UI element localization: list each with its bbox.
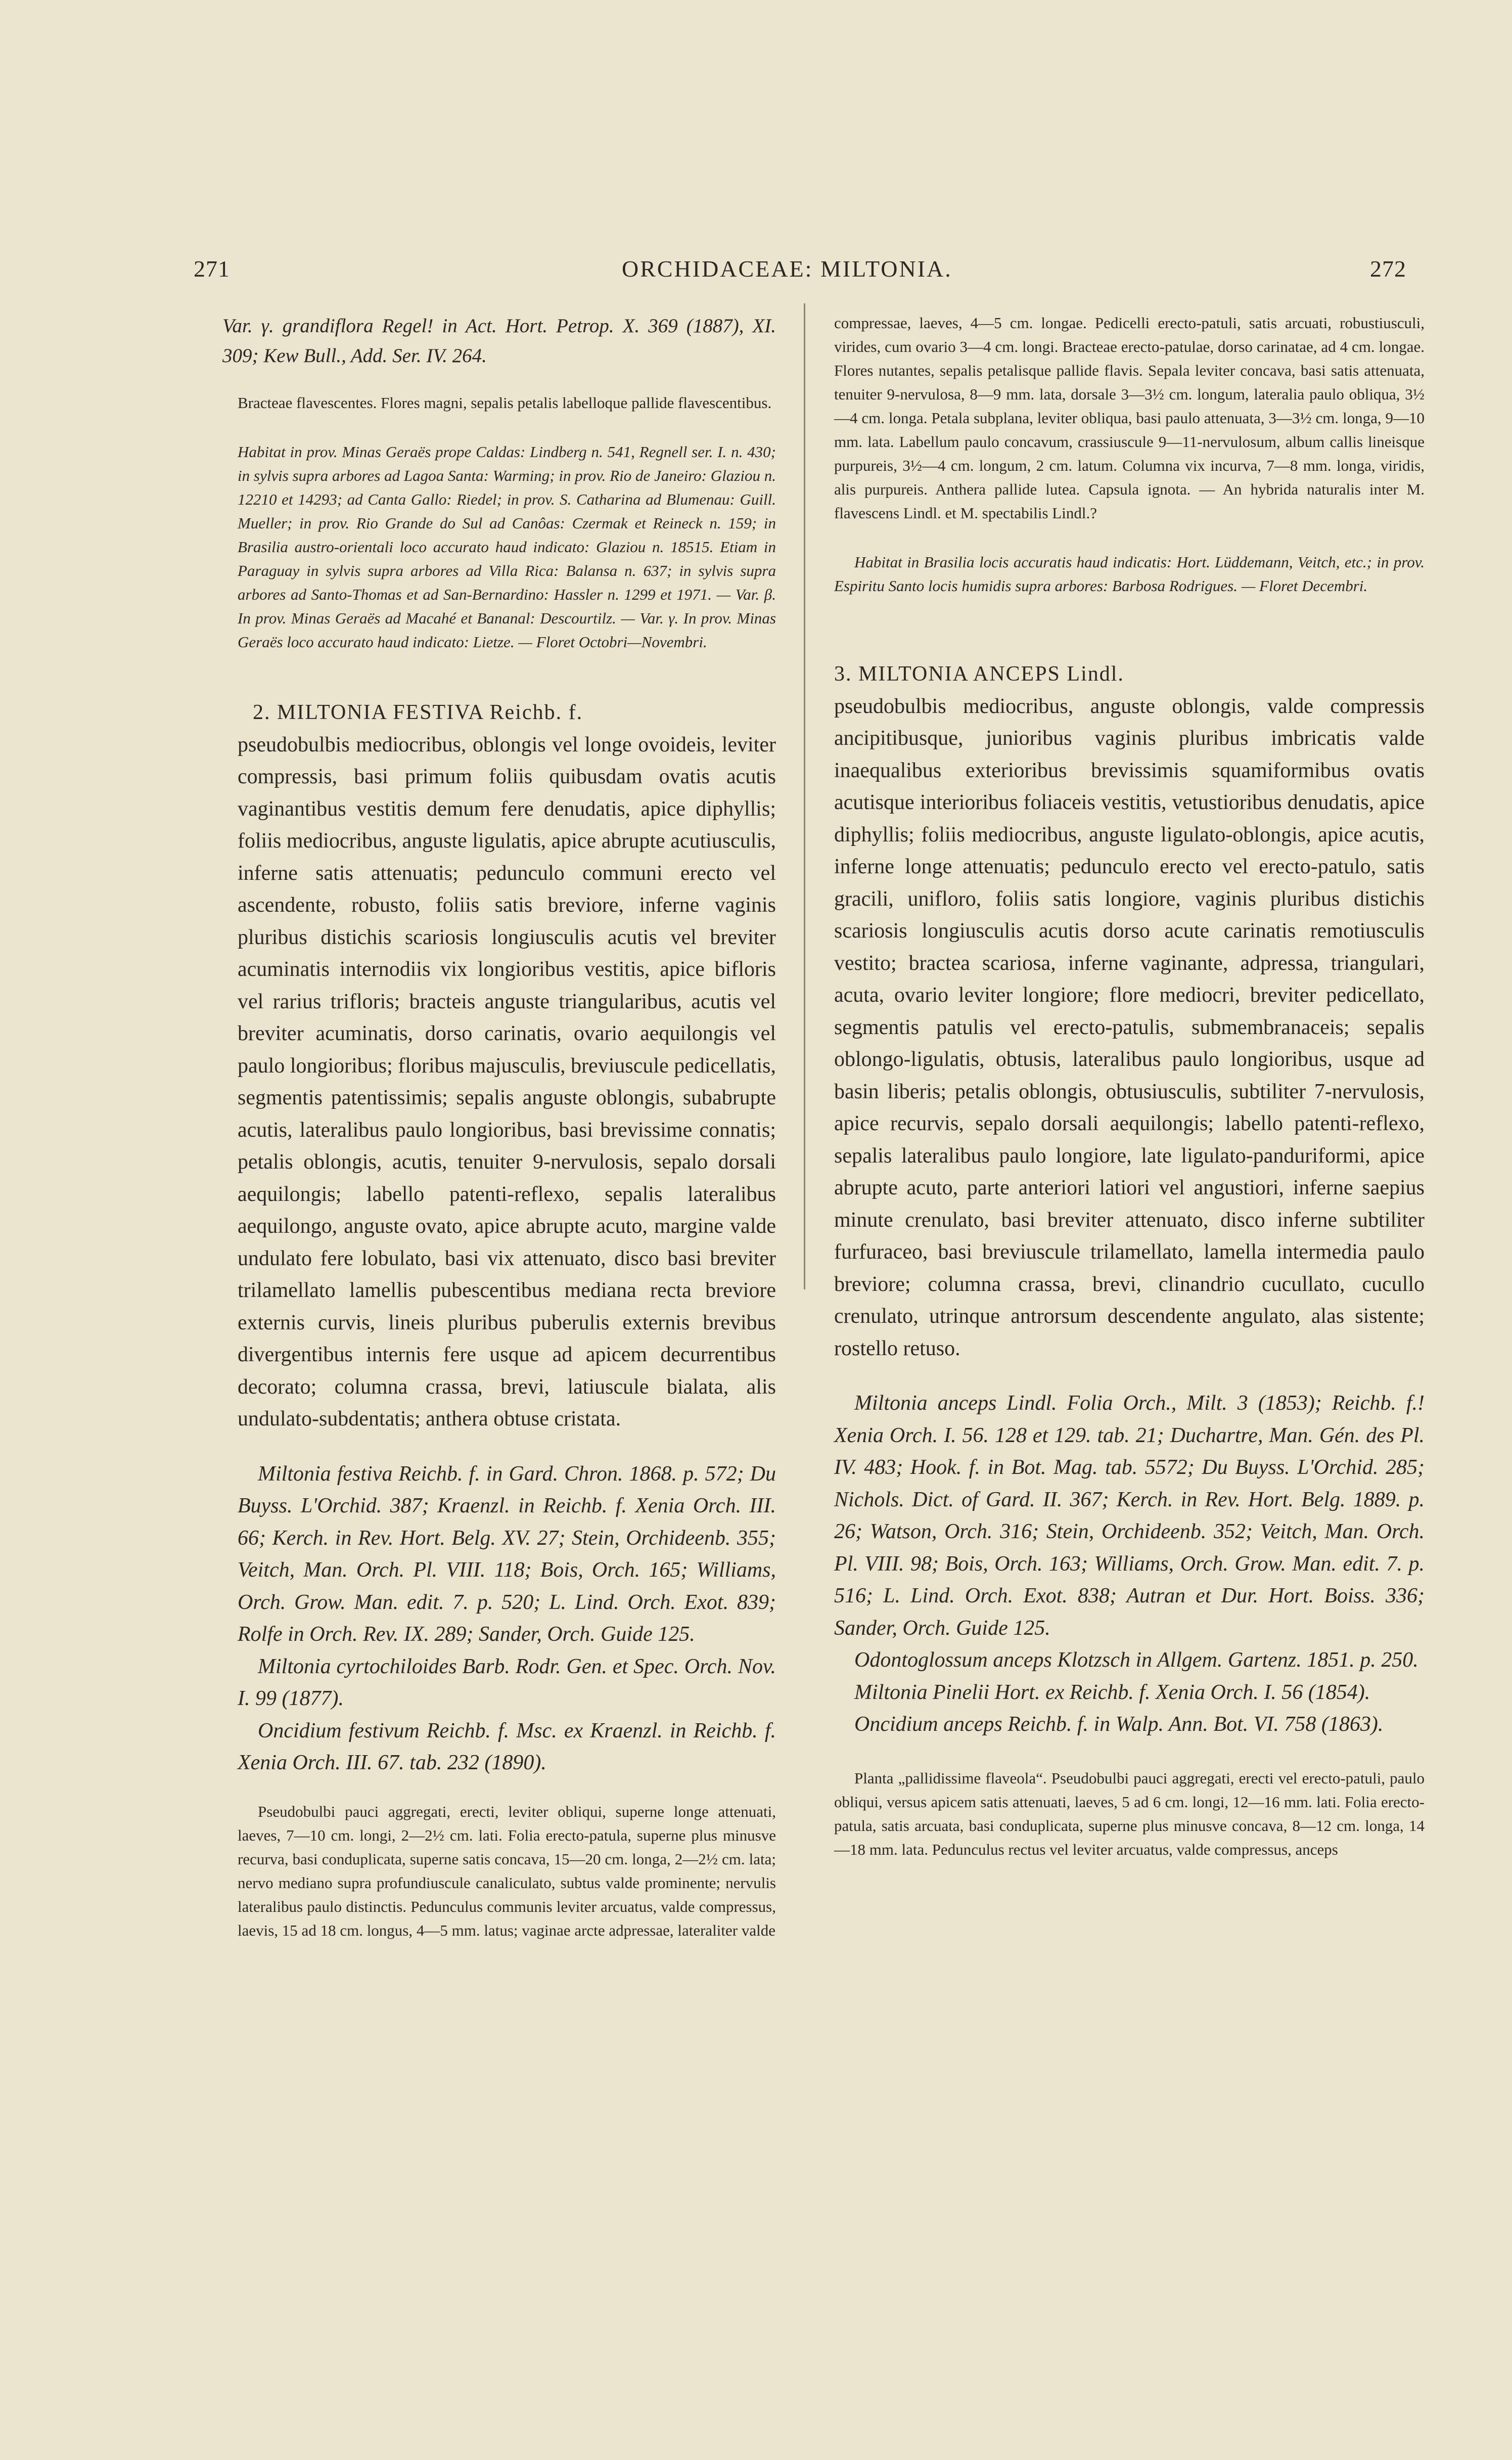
synonymy-anceps: Miltonia anceps Lindl. Folia Orch., Milt. 3 (1853); Reichb. f.! Xenia Orch. I. 56. 128 et 129. tab. 21; Duchartre, Man. Gén. des Pl. IV. 483; Hook. f. in Bot. Mag. tab. 5572; Du Buyss. L'Orchid. 285; Nichols. Dict. of Gard. II. 367; Kerch. in Rev. Hort. Belg. 1889. p. 26; Watson, Orch. 316; Stein, Orchideenb. 352; Veitch, Man. Orch. Pl. VIII. 98; Bois, Orch. 163; Williams, Orch. Grow. Man. edit. 7. p. 516; L. Lind. Orch. Exot. 838; Autran et Dur. Hort. Boiss. 336; Sander, Orch. Guide 125.: [834, 1392, 1425, 1640]
species-3-detailed-description: Planta „pallidissime flaveola“. Pseudobulbi pauci aggregati, erecti vel erecto-patuli, paulo obliqui, versus apicem satis attenuati, laeves, 5 ad 6 cm. longi, 12—16 mm. lati. Folia erecto-patula, satis arcuata, basi conduplicata, superne plus minusve concava, 8—12 cm. longa, 14—18 mm. lata. Pedunculus rectus vel leviter arcuatus, valde compressus, anceps: [834, 1769, 1425, 1858]
species-3-title: 3. MILTONIA ANCEPS Lindl.: [834, 662, 1124, 686]
species-2-detailed-description: Pseudobulbi pauci aggregati, erecti, leviter obliqui, superne longe attenuati, laeves, 7—10 cm. longi, 2—2½ cm. lati. Folia erecto-patula, superne plus minusve recurva, basi conduplicata, superne satis concava, 15—20 cm. longa, 2—2½ cm. lata; nervo mediano supra profundiuscule canaliculato, subtus valde prominente; nervulis lateralibus paulo distinctis. Pedunculus communis leviter arcuatus, valde compressus, laevis, 15 ad 18 cm. longus, 4—5 mm. latus; vaginae arcte adpressae, lateraliter valde: [238, 1802, 776, 1939]
running-title: ORCHIDACEAE: MILTONIA.: [622, 256, 952, 282]
synonymy-odontoglossum: Odontoglossum anceps Klotzsch in Allgem. Gartenz. 1851. p. 250.: [854, 1648, 1418, 1672]
habitat-festiva: Habitat in Brasilia locis accuratis haud indicatis: Hort. Lüddemann, Veitch, etc.; in prov. Espiritu Santo locis humidis supra arbores: Barbosa Rodrigues. — Floret Decembri.: [834, 553, 1425, 595]
synonymy-festiva: Miltonia festiva Reichb. f. in Gard. Chron. 1868. p. 572; Du Buyss. L'Orchid. 387; Kraenzl. in Reichb. f. Xenia Orch. III. 66; Kerch. in Rev. Hort. Belg. XV. 27; Stein, Orchideenb. 355; Veitch, Man. Orch. Pl. VIII. 118; Bois, Orch. 165; Williams, Orch. Grow. Man. edit. 7. p. 520; L. Lind. Orch. Exot. 839; Rolfe in Orch. Rev. IX. 289; Sander, Orch. Guide 125.: [238, 1462, 776, 1646]
species-3-description: pseudobulbis mediocribus, anguste oblongis, valde compressis ancipitibusque, junioribus vaginis pluribus imbricatis valde inaequalibus exterioribus brevissimis squamiformibus ovatis acutisque interioribus foliaceis vestitis, vetustioribus denudatis, apice diphyllis; foliis mediocribus, anguste ligulato-oblongis, apice acutis, inferne longe attenuatis; pedunculo erecto vel erecto-patulo, satis gracili, unifloro, foliis satis longiore, vaginis pluribus distichis scariosis longiusculis acutis dorso acute carinatis remotiusculis vestito; bractea scariosa, inferne vaginante, adpressa, triangulari, acuta, ovario leviter longiore; flore mediocri, breviter pedicellato, segmentis patulis vel erecto-patulis, submembranaceis; sepalis oblongo-ligulatis, obtusis, lateralibus paulo longioribus, usque ad basin liberis; petalis oblongis, obtusiusculis, subtiliter 7-nervulosis, apice recurvis, sepalo dorsali aequilongis; labello patenti-reflexo, sepalis lateralibus paulo longiore, late ligulato-panduriformi, apice abrupte acuto, parte anteriori latiori vel angustiori, inferne saepius minute crenulato, basi breviter attenuato, disco inferne subtiliter furfuraceo, basi breviuscule trilamellato, lamella intermedia paulo breviore; columna crassa, brevi, clinandrio cucullato, cucullo crenulato, utrinque antrorsum descendente angulato, alas sistente; rostello retuso.: [834, 694, 1425, 1360]
variety-gamma-description: Bracteae flavescentes. Flores magni, sepalis petalis labelloque pallide flavescentibus.: [238, 394, 772, 412]
species-2-title: 2. MILTONIA FESTIVA Reichb. f.: [253, 701, 583, 724]
variety-gamma-heading: Var. γ. grandiflora Regel! in Act. Hort. Petrop. X. 369 (1887), XI. 309; Kew Bull., Add. Ser. IV. 264.: [222, 315, 776, 367]
species-2-description: pseudobulbis mediocribus, oblongis vel longe ovoideis, leviter compressis, basi primum foliis quibusdam ovatis acutis vaginantibus vestitis demum fere denudatis, apice diphyllis; foliis mediocribus, anguste ligulatis, apice abrupte acutiusculis, inferne satis attenuatis; pedunculo communi erecto vel ascendente, robusto, foliis satis breviore, inferne vaginis pluribus distichis scariosis longiusculis acutis vel breviter acuminatis internodiis vix longioribus vestitis, apice bifloris vel rarius trifloris; bracteis anguste triangularibus, acutis vel breviter acuminatis, dorso carinatis, ovario aequilongis vel paulo longioribus; floribus majusculis, breviuscule pedicellatis, segmentis patentissimis; sepalis anguste oblongis, subabrupte acutis, lateralibus paulo longioribus, basi brevissime connatis; petalis oblongis, acutis, tenuiter 9-nervulosis, sepalo dorsali aequilongis; labello patenti-reflexo, sepalis lateralibus aequilongo, anguste ovato, apice abrupte acuto, margine valde undulato fere lobulato, basi vix attenuato, disco basi breviter trilamellato lamellis pubescentibus mediana recta breviore externis curvis, lineis pluribus puberulis externis brevibus divergentibus internis fere usque ad apicem decurrentibus decorato; columna crassa, brevi, latiuscule bialata, alis undulato-subdentatis; anthera obtuse cristata.: [238, 733, 776, 1430]
synonymy-pinelii: Miltonia Pinelii Hort. ex Reichb. f. Xenia Orch. I. 56 (1854).: [854, 1680, 1370, 1704]
synonymy-oncidium-anceps: Oncidium anceps Reichb. f. in Walp. Ann. Bot. VI. 758 (1863).: [854, 1713, 1384, 1736]
right-column: [834, 311, 1425, 1861]
column-divider: [804, 303, 805, 1289]
page-number-left: 271: [194, 256, 230, 282]
synonymy-cyrtochiloides: Miltonia cyrtochiloides Barb. Rodr. Gen. et Spec. Orch. Nov. I. 99 (1877).: [238, 1654, 776, 1710]
habitat-paragraph: Habitat in prov. Minas Geraës prope Caldas: Lindberg n. 541, Regnell ser. I. n. 430; in sylvis supra arbores ad Lagoa Santa: Warming; in prov. Rio de Janeiro: Glaziou n. 12210 et 14293; ad Canta Gallo: Riedel; in prov. S. Catharina ad Blumenau: Guill. Mueller; in prov. Rio Grande do Sul ad Canôas: Czermak et Reineck n. 159; in Brasilia austro-orientali loco accurato haud indicato: Glaziou n. 18515. Etiam in Paraguay in sylvis supra arbores ad Villa Rica: Balansa n. 637; in sylvis supra arbores ad Santo-Thomas et ad San-Bernardino: Hassler n. 1299 et 1971. — Var. β. In prov. Minas Geraës ad Macahé et Bananal: Descourtilz. — Var. γ. In prov. Minas Geraës loco accurato haud indicato: Lietze. — Floret Octobri—Novembri.: [238, 443, 776, 651]
page-number-right: 272: [1370, 256, 1406, 282]
synonymy-oncidium-festivum: Oncidium festivum Reichb. f. Msc. ex Kraenzl. in Reichb. f. Xenia Orch. III. 67. tab. 232 (1890).: [238, 1719, 776, 1774]
left-column: [222, 311, 776, 1942]
species-2-description-continued: compressae, laeves, 4—5 cm. longae. Pedicelli erecto-patuli, satis arcuati, robustiusculi, virides, cum ovario 3—4 cm. longi. Bracteae erecto-patulae, dorso carinatae, ad 4 cm. longae. Flores nutantes, sepalis petalisque pallide flavis. Sepala leviter concava, basi satis attenuata, tenuiter 9-nervulosa, 8—9 mm. lata, dorsale 3—3½ cm. longum, lateralia paulo obliqua, 3½—4 cm. longa. Petala subplana, leviter obliqua, basi paulo attenuata, 3—3½ cm. longa, 9—10 mm. lata. Labellum paulo concavum, crassiuscule 9—11-nervulosum, album callis lineisque purpureis, 3½—4 cm. longum, 2 cm. latum. Columna vix incurva, 7—8 mm. longa, viridis, alis purpureis. Anthera pallide lutea. Capsula ignota. — An hybrida naturalis inter M. flavescens Lindl. et M. spectabilis Lindl.?: [834, 314, 1425, 522]
